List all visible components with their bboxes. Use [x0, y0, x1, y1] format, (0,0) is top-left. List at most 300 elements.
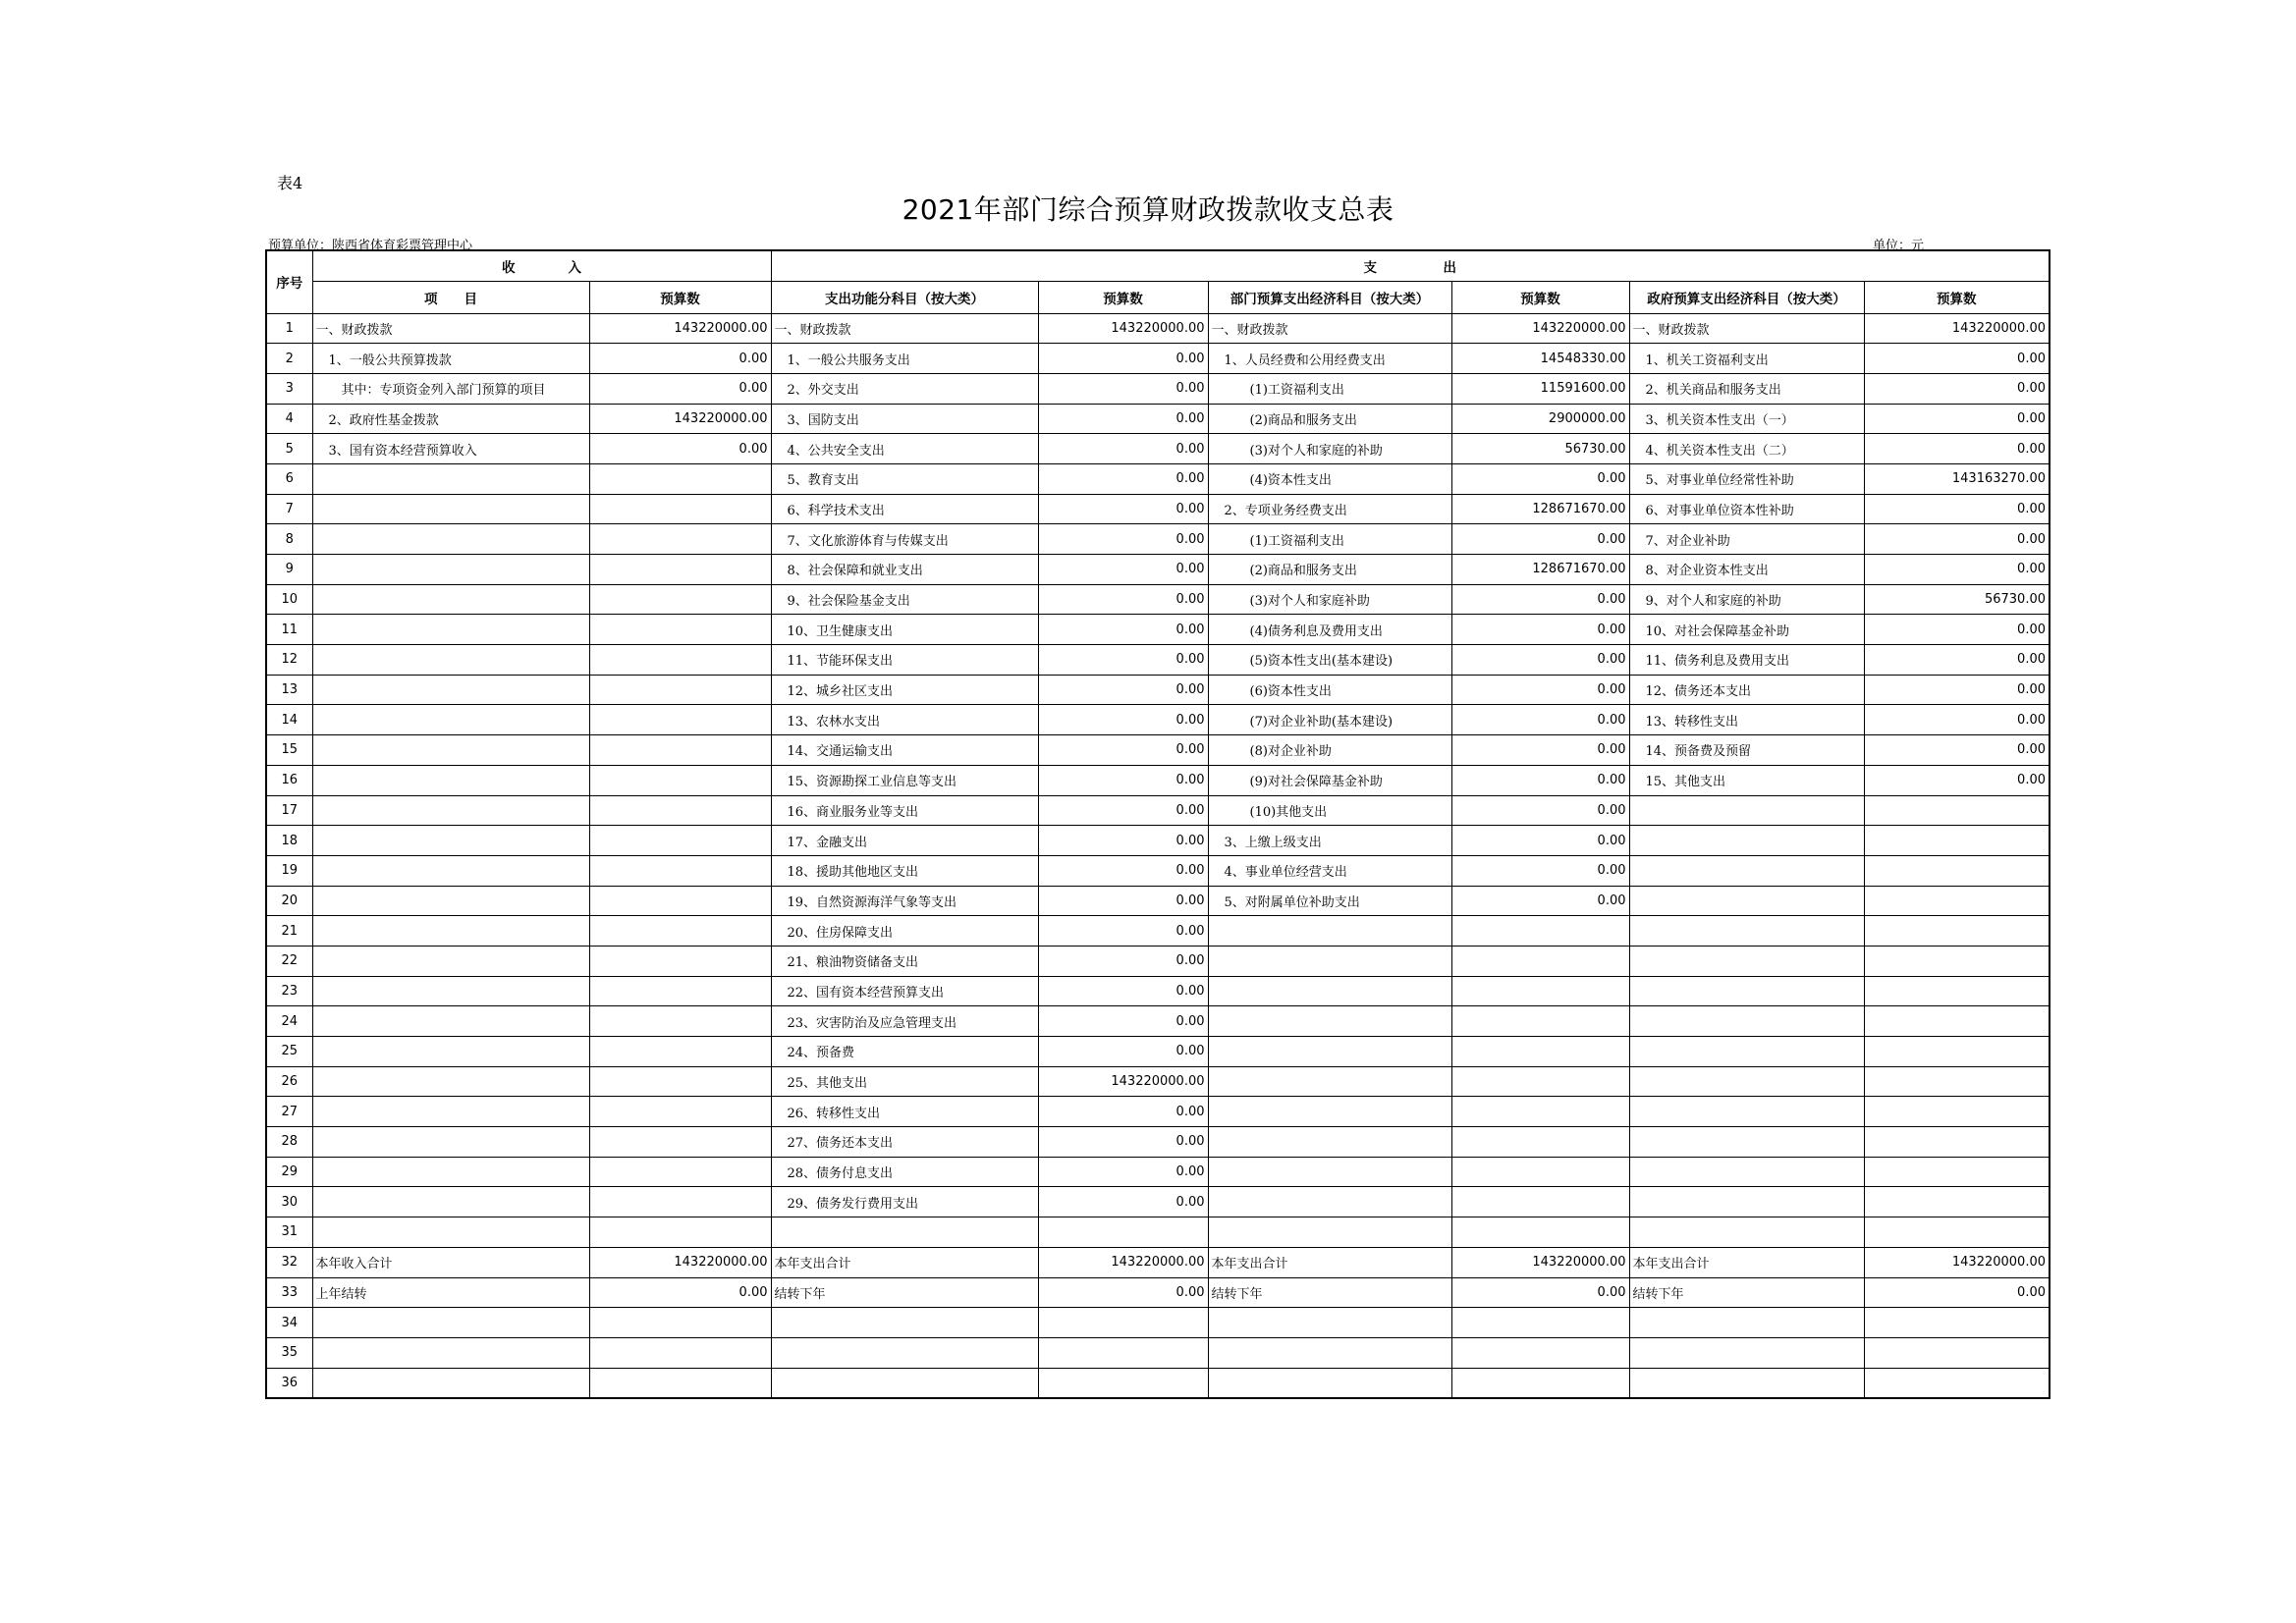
- dept-econ-amount: [1451, 1217, 1629, 1248]
- table-row: [266, 313, 2050, 344]
- func-item: 本年支出合计: [771, 1247, 1038, 1277]
- table-row: [266, 344, 2050, 374]
- income-amount: 143220000.00: [589, 404, 771, 434]
- income-item: 1、一般公共预算拨款: [312, 344, 589, 374]
- dept-econ-item: (9)对社会保障基金补助: [1208, 765, 1451, 795]
- income-item: 上年结转: [312, 1277, 589, 1308]
- dept-econ-amount: [1451, 1127, 1629, 1158]
- gov-econ-amount: 0.00: [1864, 735, 2050, 766]
- dept-econ-item: (7)对企业补助(基本建设): [1208, 705, 1451, 735]
- income-item: [312, 524, 589, 555]
- func-item: 22、国有资本经营预算支出: [771, 976, 1038, 1006]
- func-amount: [1038, 1217, 1208, 1248]
- table-row: [266, 584, 2050, 615]
- dept-econ-amount: 11591600.00: [1451, 373, 1629, 404]
- gov-econ-amount: 56730.00: [1864, 584, 2050, 615]
- income-item: [312, 795, 589, 826]
- income-amount: 0.00: [589, 1277, 771, 1308]
- table-row: [266, 705, 2050, 735]
- func-item: [771, 1337, 1038, 1368]
- row-seq: 2: [266, 344, 312, 374]
- gov-econ-item: [1629, 1006, 1864, 1037]
- func-item: 1、一般公共服务支出: [771, 344, 1038, 374]
- dept-econ-amount: 0.00: [1451, 735, 1629, 766]
- func-amount: 0.00: [1038, 765, 1208, 795]
- table-row: [266, 675, 2050, 705]
- income-item: [312, 765, 589, 795]
- gov-econ-item: [1629, 1157, 1864, 1187]
- table-row: [266, 494, 2050, 524]
- dept-econ-item: [1208, 1066, 1451, 1097]
- func-item: 4、公共安全支出: [771, 434, 1038, 464]
- gov-econ-amount: 143220000.00: [1864, 1247, 2050, 1277]
- func-item: 11、节能环保支出: [771, 645, 1038, 676]
- income-amount: 143220000.00: [589, 1247, 771, 1277]
- row-seq: 29: [266, 1157, 312, 1187]
- dept-econ-amount: [1451, 916, 1629, 947]
- dept-econ-amount: 14548330.00: [1451, 344, 1629, 374]
- gov-econ-item: 结转下年: [1629, 1277, 1864, 1308]
- func-item: 17、金融支出: [771, 826, 1038, 856]
- dept-econ-item: [1208, 1217, 1451, 1248]
- func-amount: 143220000.00: [1038, 1247, 1208, 1277]
- gov-econ-item: [1629, 976, 1864, 1006]
- gov-econ-item: 1、机关工资福利支出: [1629, 344, 1864, 374]
- func-item: 16、商业服务业等支出: [771, 795, 1038, 826]
- func-item: [771, 1308, 1038, 1338]
- gov-econ-amount: 0.00: [1864, 373, 2050, 404]
- dept-econ-amount: 0.00: [1451, 463, 1629, 494]
- func-amount: [1038, 1368, 1208, 1398]
- func-item: 14、交通运输支出: [771, 735, 1038, 766]
- func-item: 9、社会保险基金支出: [771, 584, 1038, 615]
- func-amount: 0.00: [1038, 524, 1208, 555]
- gov-econ-item: 一、财政拨款: [1629, 313, 1864, 344]
- row-seq: 15: [266, 735, 312, 766]
- dept-econ-item: [1208, 1368, 1451, 1398]
- header-func-amount: 预算数: [1038, 281, 1208, 313]
- income-amount: [589, 916, 771, 947]
- dept-econ-item: [1208, 916, 1451, 947]
- table-row: [266, 1217, 2050, 1248]
- income-amount: [589, 765, 771, 795]
- func-amount: 0.00: [1038, 675, 1208, 705]
- row-seq: 26: [266, 1066, 312, 1097]
- gov-econ-amount: 0.00: [1864, 675, 2050, 705]
- row-seq: 22: [266, 946, 312, 976]
- income-amount: [589, 735, 771, 766]
- table-row: [266, 735, 2050, 766]
- income-item: [312, 1337, 589, 1368]
- row-seq: 18: [266, 826, 312, 856]
- gov-econ-item: [1629, 1127, 1864, 1158]
- func-amount: 0.00: [1038, 1097, 1208, 1127]
- dept-econ-amount: 0.00: [1451, 615, 1629, 645]
- table-row: [266, 976, 2050, 1006]
- table-row: [266, 1308, 2050, 1338]
- dept-econ-item: 5、对附属单位补助支出: [1208, 886, 1451, 916]
- gov-econ-amount: 0.00: [1864, 524, 2050, 555]
- gov-econ-amount: [1864, 946, 2050, 976]
- func-amount: 0.00: [1038, 855, 1208, 886]
- gov-econ-amount: 0.00: [1864, 765, 2050, 795]
- func-amount: 0.00: [1038, 826, 1208, 856]
- table-row: [266, 1247, 2050, 1277]
- gov-econ-amount: [1864, 1006, 2050, 1037]
- gov-econ-amount: [1864, 1157, 2050, 1187]
- dept-econ-amount: 56730.00: [1451, 434, 1629, 464]
- func-item: 13、农林水支出: [771, 705, 1038, 735]
- row-seq: 8: [266, 524, 312, 555]
- dept-econ-amount: 128671670.00: [1451, 494, 1629, 524]
- income-amount: [589, 1037, 771, 1067]
- dept-econ-item: (3)对个人和家庭补助: [1208, 584, 1451, 615]
- dept-econ-amount: 0.00: [1451, 645, 1629, 676]
- func-item: 一、财政拨款: [771, 313, 1038, 344]
- row-seq: 33: [266, 1277, 312, 1308]
- table-row: [266, 524, 2050, 555]
- row-seq: 5: [266, 434, 312, 464]
- gov-econ-item: 10、对社会保障基金补助: [1629, 615, 1864, 645]
- income-item: 其中：专项资金列入部门预算的项目: [312, 373, 589, 404]
- dept-econ-amount: 0.00: [1451, 584, 1629, 615]
- dept-econ-amount: 0.00: [1451, 765, 1629, 795]
- table-row: [266, 1187, 2050, 1217]
- dept-econ-amount: 0.00: [1451, 826, 1629, 856]
- income-item: [312, 1157, 589, 1187]
- gov-econ-item: 8、对企业资本性支出: [1629, 555, 1864, 585]
- func-amount: 0.00: [1038, 373, 1208, 404]
- income-amount: [589, 1337, 771, 1368]
- income-item: [312, 555, 589, 585]
- income-amount: 0.00: [589, 344, 771, 374]
- dept-econ-amount: [1451, 1187, 1629, 1217]
- income-amount: 0.00: [589, 373, 771, 404]
- func-amount: 0.00: [1038, 1037, 1208, 1067]
- gov-econ-item: [1629, 1066, 1864, 1097]
- dept-econ-item: 4、事业单位经营支出: [1208, 855, 1451, 886]
- dept-econ-item: (5)资本性支出(基本建设): [1208, 645, 1451, 676]
- dept-econ-amount: [1451, 946, 1629, 976]
- func-amount: 0.00: [1038, 645, 1208, 676]
- func-item: 19、自然资源海洋气象等支出: [771, 886, 1038, 916]
- gov-econ-item: [1629, 886, 1864, 916]
- page-title: 2021年部门综合预算财政拨款收支总表: [902, 193, 1394, 226]
- income-amount: [589, 675, 771, 705]
- income-item: [312, 1308, 589, 1338]
- income-item: [312, 886, 589, 916]
- gov-econ-amount: [1864, 1127, 2050, 1158]
- dept-econ-item: [1208, 1308, 1451, 1338]
- func-item: 24、预备费: [771, 1037, 1038, 1067]
- gov-econ-amount: 143163270.00: [1864, 463, 2050, 494]
- table-row: [266, 1066, 2050, 1097]
- table-row: [266, 855, 2050, 886]
- row-seq: 1: [266, 313, 312, 344]
- row-seq: 24: [266, 1006, 312, 1037]
- func-amount: 0.00: [1038, 463, 1208, 494]
- dept-econ-item: 一、财政拨款: [1208, 313, 1451, 344]
- row-seq: 21: [266, 916, 312, 947]
- dept-econ-amount: [1451, 1308, 1629, 1338]
- dept-econ-amount: 0.00: [1451, 855, 1629, 886]
- dept-econ-amount: 0.00: [1451, 795, 1629, 826]
- table-row: [266, 1368, 2050, 1398]
- gov-econ-item: [1629, 916, 1864, 947]
- gov-econ-amount: 0.00: [1864, 494, 2050, 524]
- income-item: [312, 1037, 589, 1067]
- func-amount: 0.00: [1038, 705, 1208, 735]
- gov-econ-item: [1629, 1037, 1864, 1067]
- func-amount: 0.00: [1038, 735, 1208, 766]
- gov-econ-amount: [1864, 1368, 2050, 1398]
- income-amount: 0.00: [589, 434, 771, 464]
- income-amount: [589, 524, 771, 555]
- table-row: [266, 765, 2050, 795]
- table-row: [266, 1037, 2050, 1067]
- gov-econ-amount: [1864, 795, 2050, 826]
- gov-econ-item: [1629, 1217, 1864, 1248]
- dept-econ-item: [1208, 1127, 1451, 1158]
- row-seq: 31: [266, 1217, 312, 1248]
- func-item: 27、债务还本支出: [771, 1127, 1038, 1158]
- gov-econ-amount: 0.00: [1864, 1277, 2050, 1308]
- row-seq: 35: [266, 1337, 312, 1368]
- income-amount: [589, 1368, 771, 1398]
- income-item: [312, 494, 589, 524]
- income-amount: [589, 1066, 771, 1097]
- func-amount: 0.00: [1038, 584, 1208, 615]
- dept-econ-amount: 128671670.00: [1451, 555, 1629, 585]
- row-seq: 19: [266, 855, 312, 886]
- func-amount: 0.00: [1038, 1006, 1208, 1037]
- gov-econ-amount: 143220000.00: [1864, 313, 2050, 344]
- func-amount: 0.00: [1038, 795, 1208, 826]
- header-item: 项 目: [312, 281, 589, 313]
- gov-econ-item: 7、对企业补助: [1629, 524, 1864, 555]
- table-row: [266, 826, 2050, 856]
- income-amount: [589, 826, 771, 856]
- row-seq: 14: [266, 705, 312, 735]
- func-item: 5、教育支出: [771, 463, 1038, 494]
- row-seq: 20: [266, 886, 312, 916]
- func-amount: 0.00: [1038, 615, 1208, 645]
- table-row: [266, 555, 2050, 585]
- func-item: 7、文化旅游体育与传媒支出: [771, 524, 1038, 555]
- dept-econ-amount: 143220000.00: [1451, 1247, 1629, 1277]
- row-seq: 34: [266, 1308, 312, 1338]
- gov-econ-amount: [1864, 826, 2050, 856]
- income-amount: [589, 1187, 771, 1217]
- income-amount: [589, 615, 771, 645]
- func-amount: 0.00: [1038, 1157, 1208, 1187]
- gov-econ-item: 6、对事业单位资本性补助: [1629, 494, 1864, 524]
- func-item: 12、城乡社区支出: [771, 675, 1038, 705]
- gov-econ-item: 12、债务还本支出: [1629, 675, 1864, 705]
- dept-econ-item: [1208, 1337, 1451, 1368]
- income-amount: [589, 494, 771, 524]
- table-number-label: 表4: [277, 174, 303, 192]
- func-item: 25、其他支出: [771, 1066, 1038, 1097]
- dept-econ-amount: 0.00: [1451, 886, 1629, 916]
- func-item: 18、援助其他地区支出: [771, 855, 1038, 886]
- dept-econ-item: 3、上缴上级支出: [1208, 826, 1451, 856]
- income-amount: [589, 886, 771, 916]
- dept-econ-amount: 0.00: [1451, 705, 1629, 735]
- dept-econ-amount: [1451, 1097, 1629, 1127]
- gov-econ-amount: [1864, 1187, 2050, 1217]
- dept-econ-amount: [1451, 1368, 1629, 1398]
- gov-econ-amount: 0.00: [1864, 434, 2050, 464]
- gov-econ-item: [1629, 1337, 1864, 1368]
- budget-unit-label: 预算单位：陕西省体育彩票管理中心: [268, 239, 473, 253]
- func-item: 结转下年: [771, 1277, 1038, 1308]
- gov-econ-amount: 0.00: [1864, 555, 2050, 585]
- income-amount: [589, 645, 771, 676]
- gov-econ-amount: [1864, 886, 2050, 916]
- table-row: [266, 1157, 2050, 1187]
- income-item: [312, 1006, 589, 1037]
- income-amount: [589, 584, 771, 615]
- gov-econ-amount: [1864, 916, 2050, 947]
- income-item: [312, 1368, 589, 1398]
- dept-econ-item: (8)对企业补助: [1208, 735, 1451, 766]
- income-item: [312, 705, 589, 735]
- gov-econ-amount: 0.00: [1864, 615, 2050, 645]
- row-seq: 6: [266, 463, 312, 494]
- header-func-class: 支出功能分科目（按大类）: [771, 281, 1038, 313]
- func-amount: 0.00: [1038, 1127, 1208, 1158]
- income-item: [312, 916, 589, 947]
- func-amount: 0.00: [1038, 434, 1208, 464]
- row-seq: 27: [266, 1097, 312, 1127]
- dept-econ-item: (10)其他支出: [1208, 795, 1451, 826]
- income-item: [312, 946, 589, 976]
- dept-econ-item: [1208, 1097, 1451, 1127]
- table-body: [266, 313, 2050, 1398]
- row-seq: 3: [266, 373, 312, 404]
- income-item: 3、国有资本经营预算收入: [312, 434, 589, 464]
- gov-econ-item: [1629, 1097, 1864, 1127]
- gov-econ-item: 15、其他支出: [1629, 765, 1864, 795]
- dept-econ-amount: [1451, 1037, 1629, 1067]
- func-amount: 0.00: [1038, 946, 1208, 976]
- dept-econ-item: 1、人员经费和公用经费支出: [1208, 344, 1451, 374]
- dept-econ-amount: [1451, 1157, 1629, 1187]
- row-seq: 7: [266, 494, 312, 524]
- income-amount: [589, 705, 771, 735]
- gov-econ-amount: [1864, 1337, 2050, 1368]
- header-expense: 支 出: [771, 250, 2050, 281]
- table-row: [266, 916, 2050, 947]
- func-amount: 0.00: [1038, 916, 1208, 947]
- row-seq: 17: [266, 795, 312, 826]
- dept-econ-amount: 2900000.00: [1451, 404, 1629, 434]
- func-item: 20、住房保障支出: [771, 916, 1038, 947]
- header-income-amount: 预算数: [589, 281, 771, 313]
- dept-econ-item: 2、专项业务经费支出: [1208, 494, 1451, 524]
- income-item: [312, 1217, 589, 1248]
- budget-summary-table: [265, 249, 2050, 1399]
- func-item: 10、卫生健康支出: [771, 615, 1038, 645]
- func-item: 21、粮油物资储备支出: [771, 946, 1038, 976]
- dept-econ-amount: [1451, 1066, 1629, 1097]
- dept-econ-item: [1208, 976, 1451, 1006]
- table-row: [266, 1127, 2050, 1158]
- header-income: 收 入: [312, 250, 771, 281]
- header-seq: 序号: [266, 250, 312, 313]
- income-amount: [589, 976, 771, 1006]
- gov-econ-item: [1629, 826, 1864, 856]
- income-item: [312, 1187, 589, 1217]
- func-amount: [1038, 1308, 1208, 1338]
- dept-econ-item: 本年支出合计: [1208, 1247, 1451, 1277]
- table-row: [266, 373, 2050, 404]
- table-row: [266, 795, 2050, 826]
- table-row: [266, 1277, 2050, 1308]
- gov-econ-item: 11、债务利息及费用支出: [1629, 645, 1864, 676]
- income-amount: [589, 1097, 771, 1127]
- func-amount: 0.00: [1038, 976, 1208, 1006]
- table-row: [266, 463, 2050, 494]
- income-amount: [589, 795, 771, 826]
- income-amount: [589, 1127, 771, 1158]
- dept-econ-amount: 0.00: [1451, 675, 1629, 705]
- gov-econ-amount: [1864, 976, 2050, 1006]
- income-item: [312, 826, 589, 856]
- table-row: [266, 615, 2050, 645]
- gov-econ-amount: [1864, 1217, 2050, 1248]
- income-amount: [589, 555, 771, 585]
- row-seq: 23: [266, 976, 312, 1006]
- income-item: [312, 735, 589, 766]
- income-amount: [589, 1217, 771, 1248]
- income-item: [312, 855, 589, 886]
- row-seq: 36: [266, 1368, 312, 1398]
- dept-econ-item: (2)商品和服务支出: [1208, 404, 1451, 434]
- dept-econ-amount: [1451, 1337, 1629, 1368]
- income-item: [312, 976, 589, 1006]
- func-item: [771, 1368, 1038, 1398]
- income-item: [312, 675, 589, 705]
- dept-econ-amount: 0.00: [1451, 524, 1629, 555]
- dept-econ-amount: 143220000.00: [1451, 313, 1629, 344]
- func-item: [771, 1217, 1038, 1248]
- row-seq: 25: [266, 1037, 312, 1067]
- income-item: [312, 1097, 589, 1127]
- func-amount: 0.00: [1038, 555, 1208, 585]
- gov-econ-amount: 0.00: [1864, 645, 2050, 676]
- dept-econ-item: 结转下年: [1208, 1277, 1451, 1308]
- gov-econ-amount: [1864, 1037, 2050, 1067]
- gov-econ-item: 4、机关资本性支出（二）: [1629, 434, 1864, 464]
- income-amount: [589, 1157, 771, 1187]
- gov-econ-amount: [1864, 1308, 2050, 1338]
- income-item: [312, 1066, 589, 1097]
- gov-econ-item: 14、预备费及预留: [1629, 735, 1864, 766]
- income-item: [312, 615, 589, 645]
- income-amount: [589, 946, 771, 976]
- func-amount: [1038, 1337, 1208, 1368]
- gov-econ-item: [1629, 1368, 1864, 1398]
- dept-econ-item: [1208, 1037, 1451, 1067]
- dept-econ-item: (4)债务利息及费用支出: [1208, 615, 1451, 645]
- func-item: 29、债务发行费用支出: [771, 1187, 1038, 1217]
- dept-econ-item: (4)资本性支出: [1208, 463, 1451, 494]
- income-amount: 143220000.00: [589, 313, 771, 344]
- row-seq: 30: [266, 1187, 312, 1217]
- func-amount: 0.00: [1038, 1187, 1208, 1217]
